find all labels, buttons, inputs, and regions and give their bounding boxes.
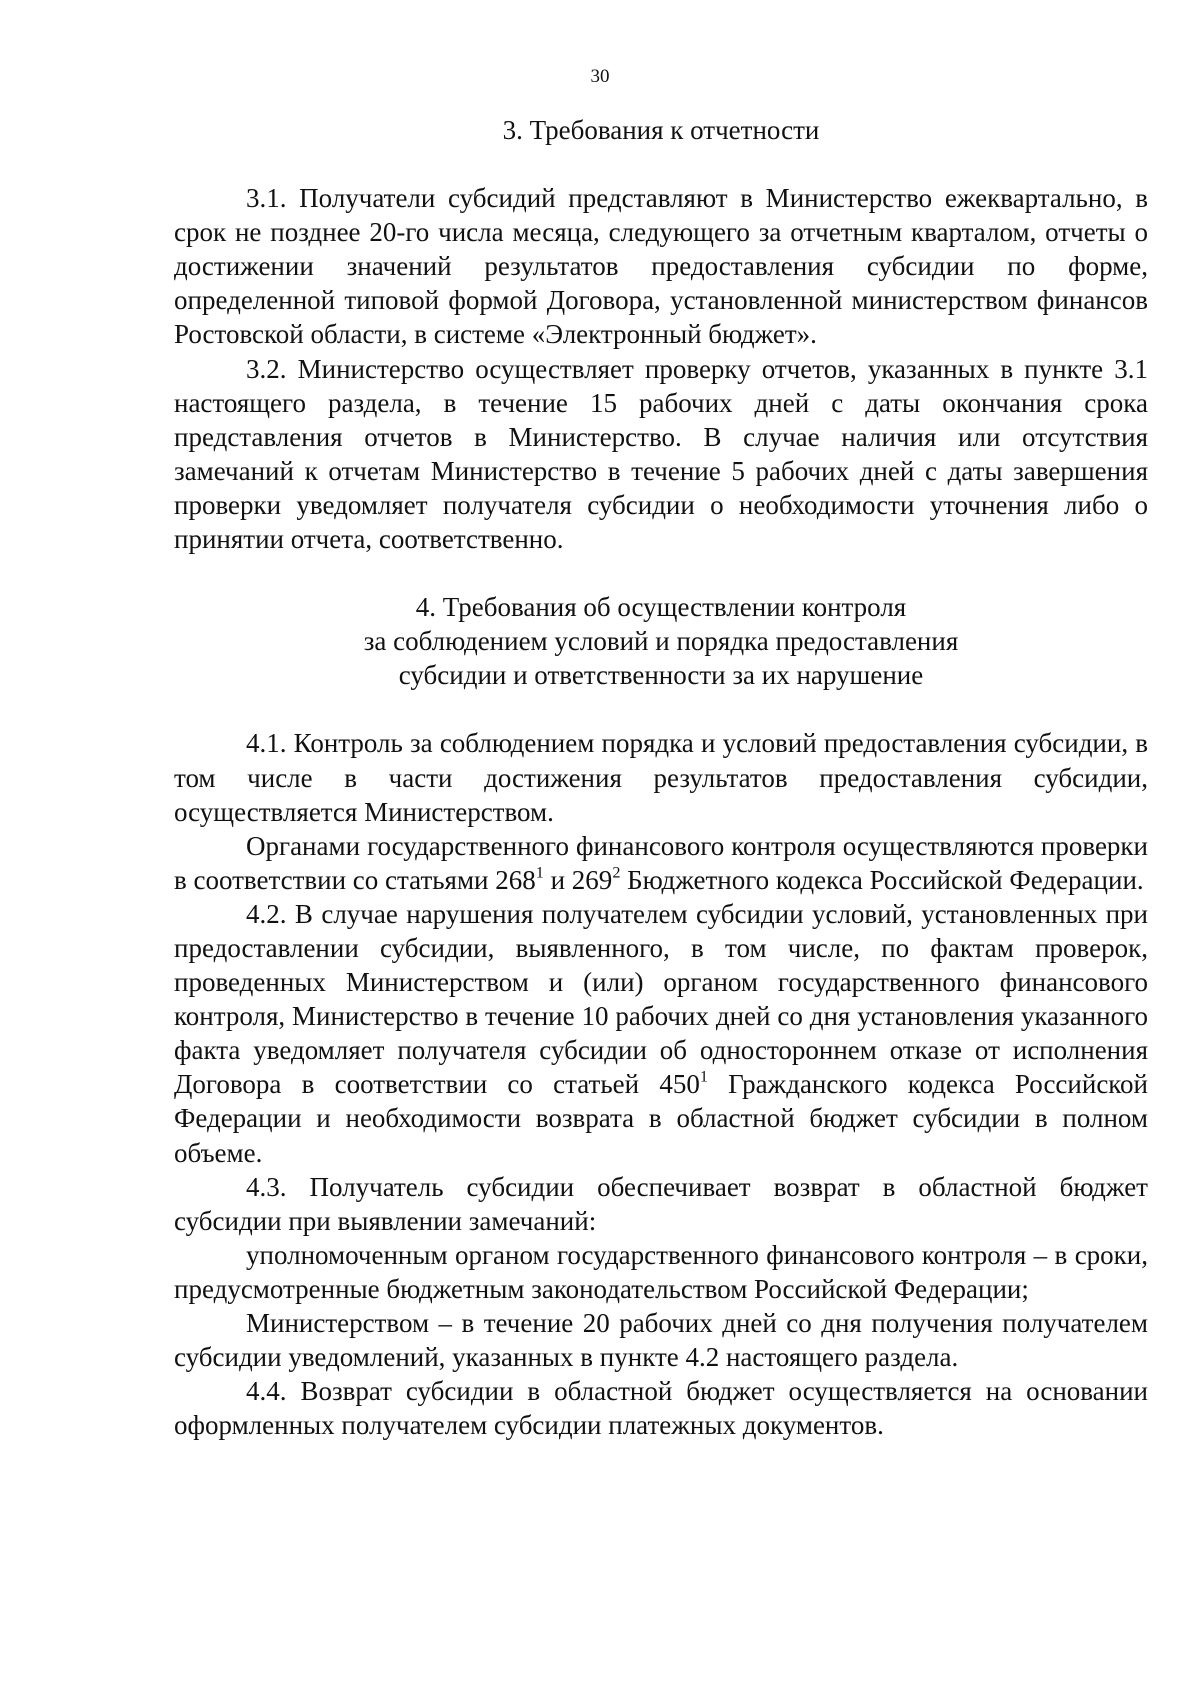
section-3-title: 3. Требования к отчетности — [502, 115, 820, 145]
section-4-title-line-3: субсидии и ответственности за их нарушение — [398, 660, 924, 691]
paragraph-3-1: 3.1. Получатели субсидий представляют в Министерство ежеквартально, в срок не позднее 20-го числа месяца, следующего за отчетным кварталом, отчеты о достижении значений результатов предоставления субсидии по форме, определенной типовой формой Договора, установленной министерством финансов Ростовской области, в системе «Электронный бюджет». — [174, 183, 1148, 350]
paragraph-4-2-text-start: 4.2. В случае нарушения получателем субсидии условий, установленных при предоставлении субсидии, выявленного, в том числе, по фактам проверок, проведенных Министерством и (или) органом государственного финансового контроля, Министерство в течение 10 рабочих дней со дня установления указанного факта уведомляет получателя субсидии об одностороннем отказе от исполнения Договора в соответствии со статьей 450 — [174, 898, 1148, 1100]
page-number: 30 — [590, 66, 610, 87]
paragraph-3-2: 3.2. Министерство осуществляет проверку отчетов, указанных в пункте 3.1 настоящего раздела, в течение 15 рабочих дней с даты окончания срока представления отчетов в Министерство. В случае наличия или отсутствия замечаний к отчетам Министерство в течение 5 рабочих дней с даты завершения проверки уведомляет получателя субсидии о необходимости уточнения либо о принятии отчета, соответственно. — [174, 353, 1148, 555]
section-4-title-line-2: за соблюдением условий и порядка предоставления — [363, 626, 959, 657]
paragraph-4-3-item-authorized-body: уполномоченным органом государственного финансового контроля – в сроки, предусмотренные бюджетным законодательством Российской Федерации; — [174, 1239, 1148, 1304]
article-450-superscript: 1 — [699, 1068, 708, 1087]
article-269-superscript: 2 — [612, 863, 621, 882]
article-268-superscript: 1 — [535, 863, 544, 882]
paragraph-4-3-item-ministry: Министерством – в течение 20 рабочих дней со дня получения получателем субсидии уведомлений, указанных в пункте 4.2 настоящего раздела. — [174, 1308, 1148, 1373]
control-organs-text-end: Бюджетного кодекса Российской Федерации. — [620, 864, 1144, 895]
control-organs-text-middle: и 269 — [543, 864, 613, 895]
paragraph-4-2 — [174, 897, 1148, 1170]
section-4-title-line-1: 4. Требования об осуществлении контроля — [415, 592, 907, 623]
paragraph-4-4: 4.4. Возврат субсидии в областной бюджет осуществляется на основании оформленных получателем субсидии платежных документов. — [174, 1376, 1148, 1441]
paragraph-4-1: 4.1. Контроль за соблюдением порядка и условий предоставления субсидии, в том числе в части достижения результатов предоставления субсидии, осуществляется Министерством. — [174, 728, 1148, 827]
paragraph-4-3: 4.3. Получатель субсидии обеспечивает возврат в областной бюджет субсидии при выявлении замечаний: — [174, 1171, 1148, 1236]
section-4-title — [174, 590, 1148, 692]
document-body — [174, 113, 1148, 1442]
control-organs-text-start: Органами государственного финансового контроля осуществляются проверки в соответствии со статьями 268 — [174, 830, 1148, 895]
paragraph-control-organs — [174, 829, 1148, 897]
paragraph-4-2-text-end: Гражданского кодекса Российской Федерации и необходимости возврата в областной бюджет субсидии в полном объеме. — [174, 1069, 1148, 1168]
